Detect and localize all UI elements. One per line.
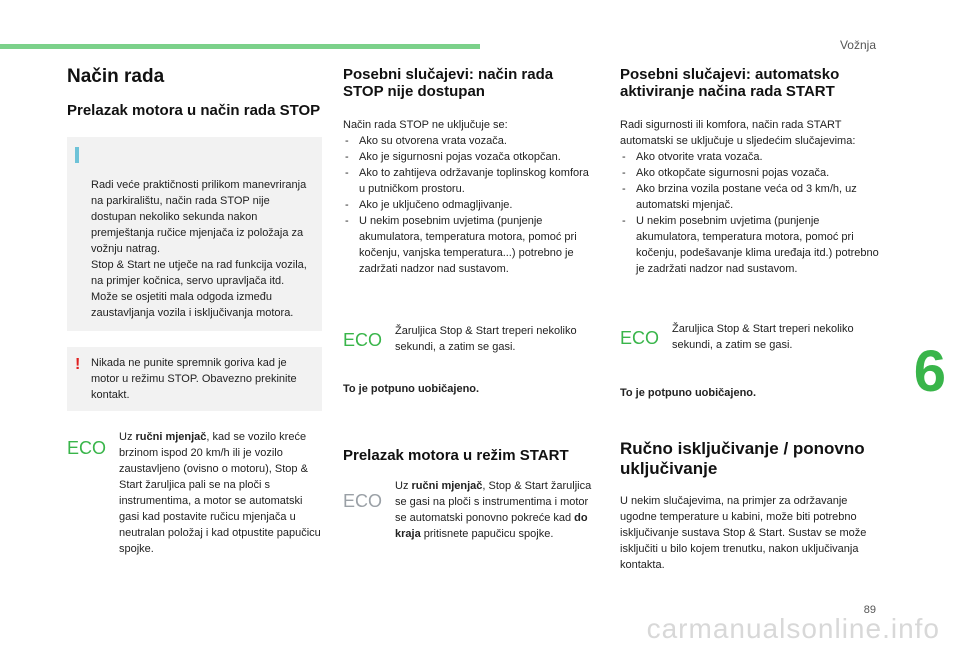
warning-box: [67, 347, 322, 411]
column-1: [67, 66, 322, 557]
eco-icon: [67, 439, 109, 457]
start-mode-title: Prelazak motora u režim START: [343, 446, 569, 464]
svg-text:ECO: ECO: [343, 330, 383, 349]
warning-icon: !: [75, 356, 81, 374]
list-item: - Ako je sigurnosni pojas vozača otkopčan.: [343, 149, 595, 165]
eco-icon: [620, 329, 662, 347]
eco-note-blink: [343, 323, 595, 355]
list-item: - Ako su otvorena vrata vozača.: [343, 133, 595, 149]
top-accent-bar: [0, 44, 480, 49]
subtitle-stop: Prelazak motora u način rada STOP: [67, 102, 321, 119]
auto-start-intro: Radi sigurnosti ili komfora, način rada START automatski se uključuje u sljedećim slučajevima:: [620, 118, 856, 147]
list-item: - U nekim posebnim uvjetima (punjenje akumulatora, temperatura motora, pomoć pri kočenju, vanjska temperatura...) potrebno je zadržati nadzor nad sustavom.: [343, 213, 595, 277]
list-item: - Ako je uključeno odmagljivanje.: [343, 197, 595, 213]
eco2-bold1: ručni mjenjač: [411, 479, 483, 492]
eco-text-blink: Žaruljica Stop & Start treperi nekoliko sekundi, a zatim se gasi.: [395, 324, 577, 353]
eco-note-blink-2: [620, 321, 882, 353]
manual-toggle-title: Ručno isključivanje / ponovno uključivanje: [620, 438, 865, 478]
stop-unavailable-title: Posebni slučajevi: način rada STOP nije dostupan: [343, 66, 554, 101]
auto-start-title: Posebni slučajevi: automatsko aktiviranje načina rada START: [620, 66, 840, 101]
eco2-mid: , Stop & Start žaruljica se gasi na ploči s instrumentima i motor se automatski ponovno pokreće kad: [395, 479, 592, 524]
watermark: carmanualsonline.info: [646, 613, 940, 644]
list-item: - Ako to zahtijeva održavanje toplinskog komfora u putničkom prostoru.: [343, 165, 595, 197]
eco-icon-grey: [343, 492, 385, 510]
list-item: - Ako otkopčate sigurnosni pojas vozača.: [620, 165, 882, 181]
eco2-post: pritisnete papučicu spojke.: [420, 527, 554, 540]
svg-text:ECO: ECO: [67, 439, 107, 458]
eco2-pre: Uz: [395, 479, 412, 492]
stop-unavailable-list: [343, 133, 595, 277]
eco-text-start: [395, 478, 595, 542]
eco-icon: [343, 331, 385, 349]
svg-text:ECO: ECO: [343, 491, 383, 510]
list-item: - Ako brzina vozila postane veća od 3 km/h, uz automatski mjenjač.: [620, 181, 882, 213]
normal-note-2: To je potpuno uobičajeno.: [620, 386, 757, 399]
auto-start-list: [620, 149, 882, 277]
page-number: 89: [863, 604, 876, 616]
section-label: Vožnja: [839, 38, 876, 52]
eco-text-stop: [119, 429, 322, 557]
normal-note: To je potpuno uobičajeno.: [343, 382, 480, 395]
list-item: - Ako otvorite vrata vozača.: [620, 149, 882, 165]
manual-toggle-text: U nekim slučajevima, na primjer za održavanje ugodne temperature u kabini, može biti potrebno isključivanje sustava Stop & Start. Sustav se može isključiti u bilo kojem trenutku, nakon uključivanja kontakta.: [620, 494, 867, 571]
eco-text-bold: ručni mjenjač: [135, 431, 207, 444]
eco-note-stop: [67, 429, 322, 557]
list-item: - U nekim posebnim uvjetima (punjenje akumulatora, temperatura motora, pomoć pri kočenju, podešavanje klima uređaja itd.) potrebno je zadržati nadzor nad sustavom.: [620, 213, 882, 277]
eco-note-start: [343, 478, 595, 542]
info-text: Radi veće praktičnosti prilikom manevriranja na parkiralištu, način rada STOP nije dostupan nekoliko sekunda nakon premještanja ručice mjenjača iz položaja za vožnju natrag. Stop & Start ne utječe na rad funkcija vozila, na primjer kočnica, servo upravljača itd. Može se osjetiti mala odgoda između zaustavljanja vozila i isključivanja motora.: [91, 179, 307, 320]
column-2: [343, 66, 595, 542]
info-icon: [75, 147, 79, 163]
column-3: [620, 66, 882, 573]
eco-text-post: , kad se vozilo kreće brzinom ispod 20 km/h ili je vozilo zaustavljeno (ovisno o motoru), Stop & Start žaruljica pali se na ploči s instrumentima, a motor se automatski gasi kad postavite ručicu mjenjača u neutralan položaj i kad otpustite papučicu spojke.: [119, 431, 321, 556]
chapter-number: 6: [913, 339, 946, 404]
stop-unavailable-intro: Način rada STOP ne uključuje se:: [343, 118, 508, 131]
info-box: [67, 137, 322, 331]
warning-text: Nikada ne punite spremnik goriva kad je motor u režimu STOP. Obavezno prekinite kontakt.: [91, 357, 297, 402]
eco-text-pre: Uz: [119, 431, 136, 444]
eco2-bold2: do kraja: [395, 511, 588, 540]
svg-text:ECO: ECO: [620, 328, 660, 347]
eco-text-blink-2: Žaruljica Stop & Start treperi nekoliko sekundi, a zatim se gasi.: [672, 322, 854, 351]
page-title: Način rada: [67, 66, 165, 87]
